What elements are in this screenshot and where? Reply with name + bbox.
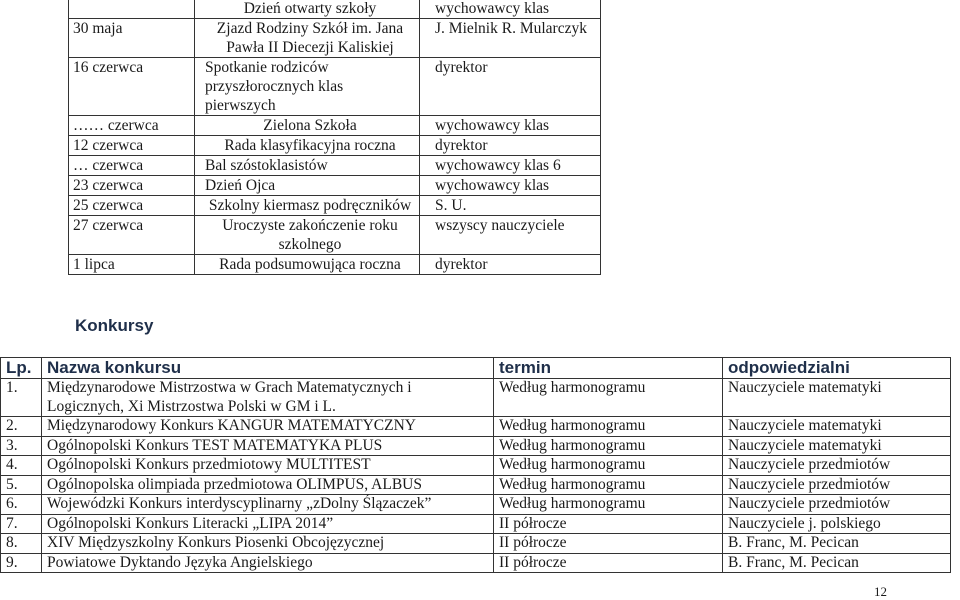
contest-name: Ogólnopolska olimpiada przedmiotowa OLIMPUS, ALBUS <box>42 475 494 495</box>
contest-responsible: B. Franc, M. Pecican <box>723 534 951 554</box>
table-row <box>1 475 951 495</box>
contest-responsible: Nauczyciele przedmiotów <box>723 495 951 515</box>
event-responsible: wszyscy nauczyciele <box>420 216 601 255</box>
event-name: Rada podsumowująca roczna <box>195 255 420 275</box>
event-name: Uroczyste zakończenie roku szkolnego <box>195 216 420 255</box>
event-responsible: wychowawcy klas <box>420 176 601 196</box>
table-row <box>1 534 951 554</box>
contest-lp: 6. <box>1 495 42 515</box>
contest-responsible: Nauczyciele matematyki <box>723 379 951 417</box>
event-responsible: dyrektor <box>420 136 601 156</box>
contest-lp: 9. <box>1 553 42 573</box>
table-row <box>69 58 601 116</box>
event-date: 30 maja <box>69 19 195 58</box>
table-row <box>69 216 601 255</box>
contest-lp: 3. <box>1 436 42 456</box>
event-date: 25 czerwca <box>69 196 195 216</box>
contests-header-row <box>1 358 951 379</box>
contest-date: II półrocze <box>494 514 723 534</box>
contest-name: Wojewódzki Konkurs interdyscyplinarny „zDolny Ślązaczek” <box>42 495 494 515</box>
event-date: 16 czerwca <box>69 58 195 116</box>
table-row <box>1 379 951 417</box>
table-row <box>69 19 601 58</box>
table-row <box>1 417 951 437</box>
event-responsible: wychowawcy klas <box>420 116 601 136</box>
event-responsible: J. Mielnik R. Mularczyk <box>420 19 601 58</box>
contests-table <box>0 357 951 573</box>
event-name: Rada klasyfikacyjna roczna <box>195 136 420 156</box>
contest-lp: 2. <box>1 417 42 437</box>
contest-date: II półrocze <box>494 534 723 554</box>
event-name: Zielona Szkoła <box>195 116 420 136</box>
contest-lp: 8. <box>1 534 42 554</box>
event-date: …… czerwca <box>69 116 195 136</box>
contest-responsible: Nauczyciele j. polskiego <box>723 514 951 534</box>
contest-date: Według harmonogramu <box>494 456 723 476</box>
section-title: Konkursy <box>75 316 154 335</box>
event-name: Dzień Ojca <box>195 176 420 196</box>
contest-name: Międzynarodowy Konkurs KANGUR MATEMATYCZNY <box>42 417 494 437</box>
event-date: 12 czerwca <box>69 136 195 156</box>
event-date: 23 czerwca <box>69 176 195 196</box>
contest-responsible: Nauczyciele przedmiotów <box>723 475 951 495</box>
contest-responsible: Nauczyciele matematyki <box>723 436 951 456</box>
contest-date: Według harmonogramu <box>494 436 723 456</box>
contest-responsible: B. Franc, M. Pecican <box>723 553 951 573</box>
contest-responsible: Nauczyciele przedmiotów <box>723 456 951 476</box>
table-row <box>69 0 601 19</box>
event-name: Bal szóstoklasistów <box>195 156 420 176</box>
table-row <box>69 136 601 156</box>
contest-date: Według harmonogramu <box>494 495 723 515</box>
header-responsible: odpowiedzialni <box>723 358 951 379</box>
table-row <box>1 495 951 515</box>
table-row <box>1 514 951 534</box>
table-row <box>69 196 601 216</box>
contest-date: Według harmonogramu <box>494 475 723 495</box>
header-lp: Lp. <box>1 358 42 379</box>
contest-lp: 1. <box>1 379 42 417</box>
event-responsible: S. U. <box>420 196 601 216</box>
contest-name: Międzynarodowe Mistrzostwa w Grach Matematycznych i Logicznych, Xi Mistrzostwa Polski w GM i L. <box>42 379 494 417</box>
contest-date: II półrocze <box>494 553 723 573</box>
event-name: Szkolny kiermasz podręczników <box>195 196 420 216</box>
event-responsible: wychowawcy klas <box>420 0 601 19</box>
contest-name: Powiatowe Dyktando Języka Angielskiego <box>42 553 494 573</box>
contest-name: Ogólnopolski Konkurs przedmiotowy MULTITEST <box>42 456 494 476</box>
table-row <box>1 456 951 476</box>
contest-lp: 4. <box>1 456 42 476</box>
event-date: 27 czerwca <box>69 216 195 255</box>
contest-responsible: Nauczyciele matematyki <box>723 417 951 437</box>
event-responsible: wychowawcy klas 6 <box>420 156 601 176</box>
table-row <box>69 255 601 275</box>
event-name: Dzień otwarty szkoły <box>195 0 420 19</box>
event-name: Zjazd Rodziny Szkół im. Jana Pawła II Diecezji Kaliskiej <box>195 19 420 58</box>
contests-table-body <box>1 379 951 573</box>
event-date: … czerwca <box>69 156 195 176</box>
table-row <box>1 553 951 573</box>
page-number: 12 <box>874 584 887 599</box>
event-responsible: dyrektor <box>420 255 601 275</box>
contest-date: Według harmonogramu <box>494 379 723 417</box>
events-table <box>68 0 601 275</box>
contest-name: Ogólnopolski Konkurs Literacki „LIPA 2014” <box>42 514 494 534</box>
header-name: Nazwa konkursu <box>42 358 494 379</box>
event-responsible: dyrektor <box>420 58 601 116</box>
event-date <box>69 0 195 19</box>
event-date: 1 lipca <box>69 255 195 275</box>
contest-lp: 5. <box>1 475 42 495</box>
header-date: termin <box>494 358 723 379</box>
contest-date: Według harmonogramu <box>494 417 723 437</box>
contest-name: Ogólnopolski Konkurs TEST MATEMATYKA PLUS <box>42 436 494 456</box>
event-name: Spotkanie rodziców przyszłorocznych klas pierwszych <box>195 58 420 116</box>
contest-name: XIV Międzyszkolny Konkurs Piosenki Obcojęzycznej <box>42 534 494 554</box>
table-row <box>1 436 951 456</box>
table-row <box>69 176 601 196</box>
table-row <box>69 156 601 176</box>
events-table-body <box>69 0 601 275</box>
table-row <box>69 116 601 136</box>
contest-lp: 7. <box>1 514 42 534</box>
